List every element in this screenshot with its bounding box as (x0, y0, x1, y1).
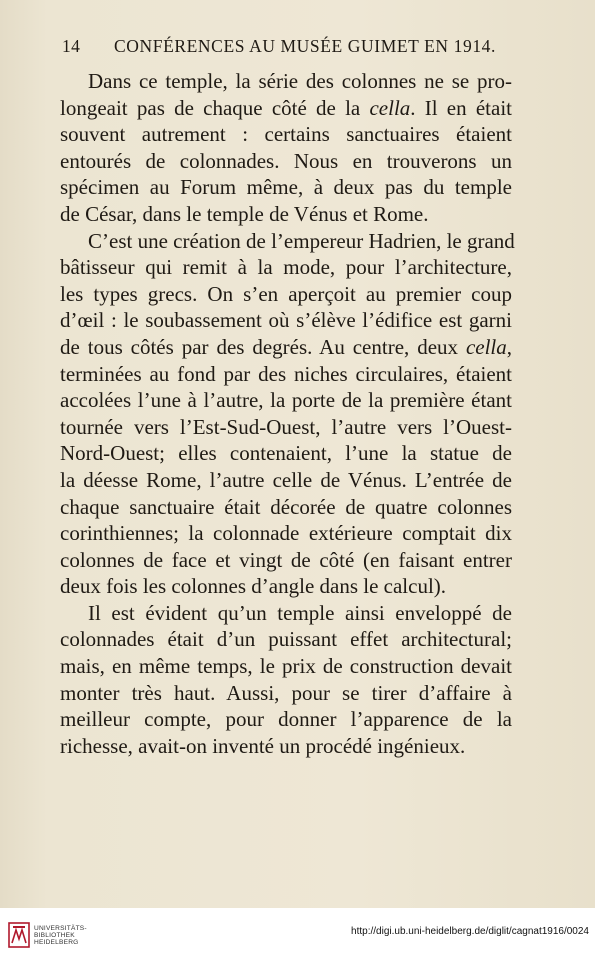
text-line: souvent autrement : certains sanctuaires étaient (60, 122, 512, 147)
text-line: terminées au fond par des niches circulaires, étaient (60, 361, 512, 386)
text-line: C’est une création de l’empereur Hadrien, le grand (88, 228, 515, 253)
text-line: chaque sanctuaire était décorée de quatre colonnes (60, 494, 512, 519)
page-number: 14 (62, 36, 81, 56)
viewer-footer (0, 908, 595, 958)
text-line: Nord-Ouest; elles contenaient, l’une la statue de (60, 441, 512, 466)
text-line: Dans ce temple, la série des colonnes ne se pro- (88, 69, 512, 93)
text-line: accolées l’une à l’autre, la porte de la première étant (60, 388, 512, 413)
running-title: CONFÉRENCES AU MUSÉE GUIMET EN 1914. (114, 36, 496, 56)
university-library-logo (8, 922, 100, 950)
running-header (62, 36, 540, 62)
italic-term: cella (465, 334, 507, 359)
source-url[interactable]: http://digi.ub.uni-heidelberg.de/diglit/cagnat1916/0024 (351, 926, 589, 937)
library-seal-icon (8, 922, 30, 948)
text-line: deux fois les colonnes d’angle dans le calcul). (60, 574, 447, 599)
text-line: colonnes de face et vingt de côté (en faisant entrer (60, 547, 512, 572)
text-line: mais, en même temps, le prix de construction devait (60, 654, 512, 679)
text-line: monter très haut. Aussi, pour se tirer d’affaire à (60, 680, 512, 705)
text-line: meilleur compte, pour donner l’apparence de la (60, 707, 512, 732)
logo-line-2: BIBLIOTHEK (34, 932, 75, 940)
text-line: entourés de colonnades. Nous en trouverons un (60, 148, 512, 173)
text-line: longeait pas de chaque côté de la cella. Il en était (60, 95, 513, 120)
body-text (60, 68, 515, 759)
italic-term: cella (369, 95, 411, 120)
logo-line-3: HEIDELBERG (34, 939, 79, 947)
text-line: tournée vers l’Est-Sud-Ouest, l’autre vers l’Ouest- (60, 414, 512, 439)
text-line: Il est évident qu’un temple ainsi enveloppé de (88, 600, 512, 625)
text-line: d’œil : le soubassement où s’élève l’édifice est garni (60, 308, 512, 333)
text-line: bâtisseur qui remit à la mode, pour l’architecture, (60, 255, 512, 280)
text-line: corinthiennes; la colonnade extérieure comptait dix (60, 521, 512, 546)
text-line: spécimen au Forum même, à deux pas du temple (60, 175, 512, 200)
text-line: richesse, avait-on inventé un procédé ingénieux. (60, 733, 466, 758)
text-line: les types grecs. On s’en aperçoit au premier coup (60, 281, 512, 306)
logo-line-1: UNIVERSITÄTS- (34, 925, 87, 932)
text-line: de tous côtés par des degrés. Au centre, deux cella, (60, 334, 512, 359)
text-line: de César, dans le temple de Vénus et Rome. (60, 201, 429, 226)
text-line: colonnades était d’un puissant effet architectural; (60, 627, 512, 652)
text-line: la déesse Rome, l’autre celle de Vénus. L’entrée de (60, 467, 512, 492)
